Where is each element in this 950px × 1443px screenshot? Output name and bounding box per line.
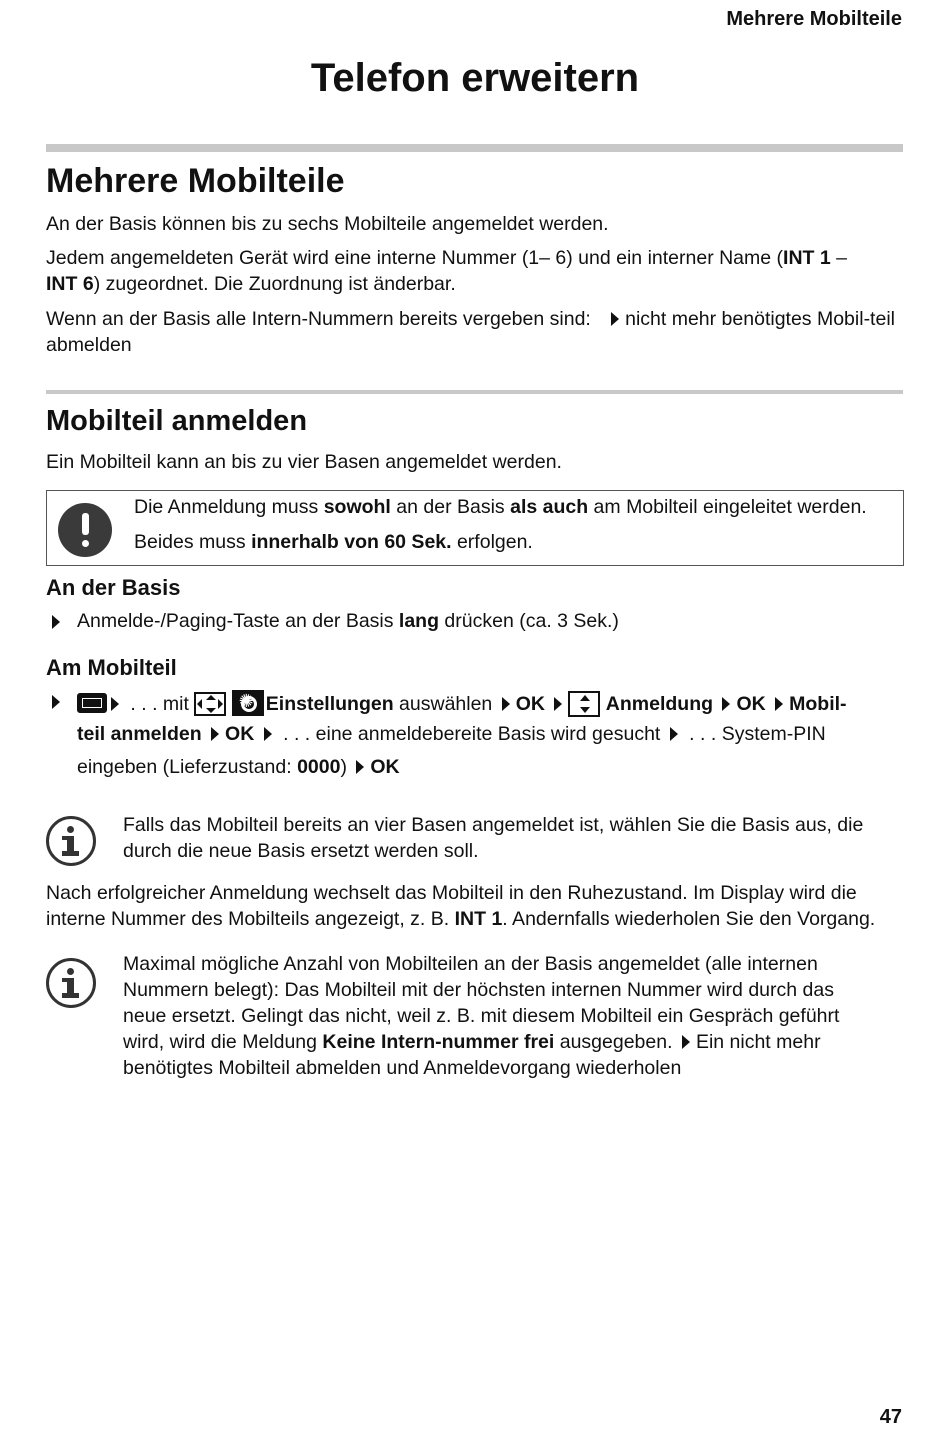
navigation-key-icon (194, 692, 226, 716)
arrow-icon (554, 697, 562, 711)
running-header: Mehrere Mobilteile (726, 8, 902, 30)
step-mobilteil: . . . mit ✺ Einstellungen auswählen OK Anmeldung OK Mobil- teil anmelden OK . . . eine anmeldebereite Basis wird gesucht . . . System-PIN eingeben (Lieferzustand: 0000) OK (46, 690, 906, 786)
section-title: Mehrere Mobilteile (46, 162, 345, 200)
paragraph-after-registration: Nach erfolgreicher Anmeldung wechselt das Mobilteil in den Ruhezustand. Im Display wird die interne Nummer des Mobilteils angezeigt, z. B. INT 1. Andernfalls wiederholen Sie den Vorgang. (46, 882, 876, 930)
arrow-icon (356, 760, 364, 774)
paragraph-four-bases: Ein Mobilteil kann an bis zu vier Basen angemeldet werden. (46, 451, 562, 473)
arrow-icon (670, 727, 678, 741)
section-divider (46, 144, 903, 152)
step-basis: Anmelde-/Paging-Taste an der Basis lang drücken (ca. 3 Sek.) (46, 610, 906, 636)
info-note-four-bases: Falls das Mobilteil bereits an vier Basen angemeldet ist, wählen Sie die Basis aus, die durch die neue Basis ersetzt werden soll. (123, 814, 864, 862)
heading-an-der-basis: An der Basis (46, 575, 181, 600)
warning-box (46, 490, 904, 566)
subsection-divider (46, 390, 903, 394)
exclamation-icon (58, 503, 112, 557)
paragraph-intro: An der Basis können bis zu sechs Mobilteile angemeldet werden. (46, 213, 609, 235)
up-down-key-icon (568, 691, 600, 717)
warning-line-1: Die Anmeldung muss sowohl an der Basis als auch am Mobilteil eingeleitet werden. (134, 496, 867, 518)
info-note-max-handsets: Maximal mögliche Anzahl von Mobilteilen an der Basis angemeldet (alle internen Nummern belegt): Das Mobilteil mit der höchsten internen Nummer wird durch das neue ersetzt. Gelingt das nicht, weil z. B. mit diesem Mobilteil ein Gespräch geführt wird, wird die Meldung Keine Intern-nummer frei ausgegeben. Ein nicht mehr benötigtes Mobilteil abmelden und Anmeldevorgang wiederholen (123, 953, 840, 1079)
menu-key-icon (77, 693, 107, 713)
arrow-icon (775, 697, 783, 711)
arrow-icon (111, 697, 119, 711)
arrow-icon (264, 727, 272, 741)
arrow-icon (502, 697, 510, 711)
arrow-icon (611, 312, 619, 326)
paragraph-internal-number: Jedem angemeldeten Gerät wird eine interne Nummer (1– 6) und ein interner Name (INT 1 – INT 6) zugeordnet. Die Zuordnung ist änderbar. (46, 247, 847, 295)
arrow-icon (211, 727, 219, 741)
arrow-icon (682, 1035, 690, 1049)
info-icon (46, 816, 96, 866)
info-icon (46, 958, 96, 1008)
settings-gear-icon (232, 690, 264, 716)
subsection-title: Mobilteil anmelden (46, 405, 308, 437)
chapter-title: Telefon erweitern (310, 56, 640, 100)
heading-am-mobilteil: Am Mobilteil (46, 655, 177, 680)
paragraph-all-assigned: Wenn an der Basis alle Intern-Nummern bereits vergeben sind: nicht mehr benötigtes Mobil-teil abmelden (46, 308, 895, 356)
arrow-icon (722, 697, 730, 711)
step-arrow-icon (52, 615, 60, 629)
page-number: 47 (879, 1406, 902, 1428)
warning-line-2: Beides muss innerhalb von 60 Sek. erfolgen. (134, 531, 533, 553)
step-arrow-icon (52, 695, 60, 709)
